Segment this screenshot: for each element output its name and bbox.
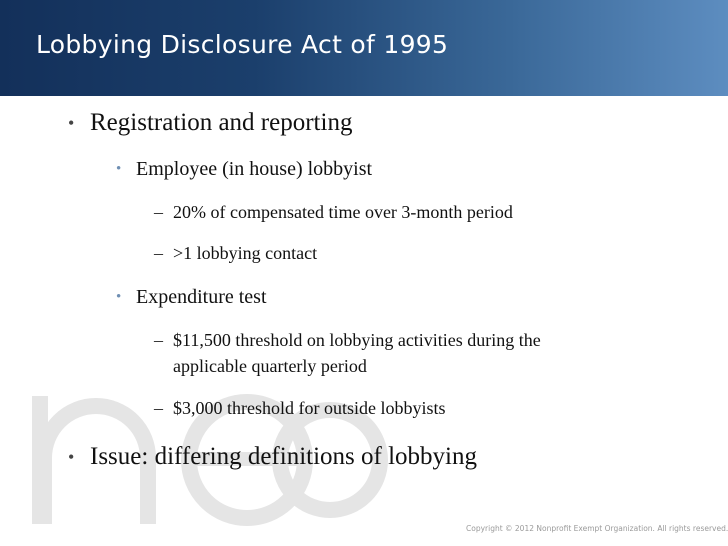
bullet-text: Employee (in house) lobbyist bbox=[136, 158, 373, 180]
bullet-text: Issue: differing definitions of lobbying bbox=[90, 443, 477, 470]
bullet-text: $3,000 threshold for outside lobbyists bbox=[173, 398, 446, 418]
bullet-text: Expenditure test bbox=[136, 286, 267, 308]
sub-bullet-marker: • bbox=[116, 161, 122, 177]
dash-marker: – bbox=[154, 202, 163, 222]
sub-bullet-marker: • bbox=[116, 289, 122, 305]
dash-item-lobbying-contact bbox=[154, 240, 318, 266]
dash-marker: – bbox=[154, 398, 163, 418]
slide-title: Lobbying Disclosure Act of 1995 bbox=[36, 30, 449, 59]
bullet-marker: • bbox=[68, 447, 75, 467]
bullet-text-continuation: applicable quarterly period bbox=[173, 356, 367, 376]
title-bar bbox=[0, 0, 728, 96]
dash-item-compensated-time bbox=[154, 199, 513, 225]
sub-bullet-employee bbox=[116, 158, 373, 181]
sub-bullet-expenditure bbox=[116, 286, 267, 309]
bullet-text: >1 lobbying contact bbox=[173, 243, 318, 263]
copyright-footer: Copyright © 2012 Nonprofit Exempt Organization. All rights reserved. bbox=[466, 524, 728, 533]
dash-item-threshold-3000 bbox=[154, 395, 446, 421]
bullet-issue bbox=[68, 443, 477, 471]
dash-marker: – bbox=[154, 330, 163, 350]
bullet-text: $11,500 threshold on lobbying activities during the bbox=[173, 330, 541, 350]
bullet-registration bbox=[68, 109, 353, 137]
bullet-text: Registration and reporting bbox=[90, 109, 353, 136]
bullet-marker: • bbox=[68, 113, 75, 133]
bullet-text: 20% of compensated time over 3-month period bbox=[173, 202, 513, 222]
dash-marker: – bbox=[154, 243, 163, 263]
dash-item-threshold-11500 bbox=[154, 327, 541, 379]
